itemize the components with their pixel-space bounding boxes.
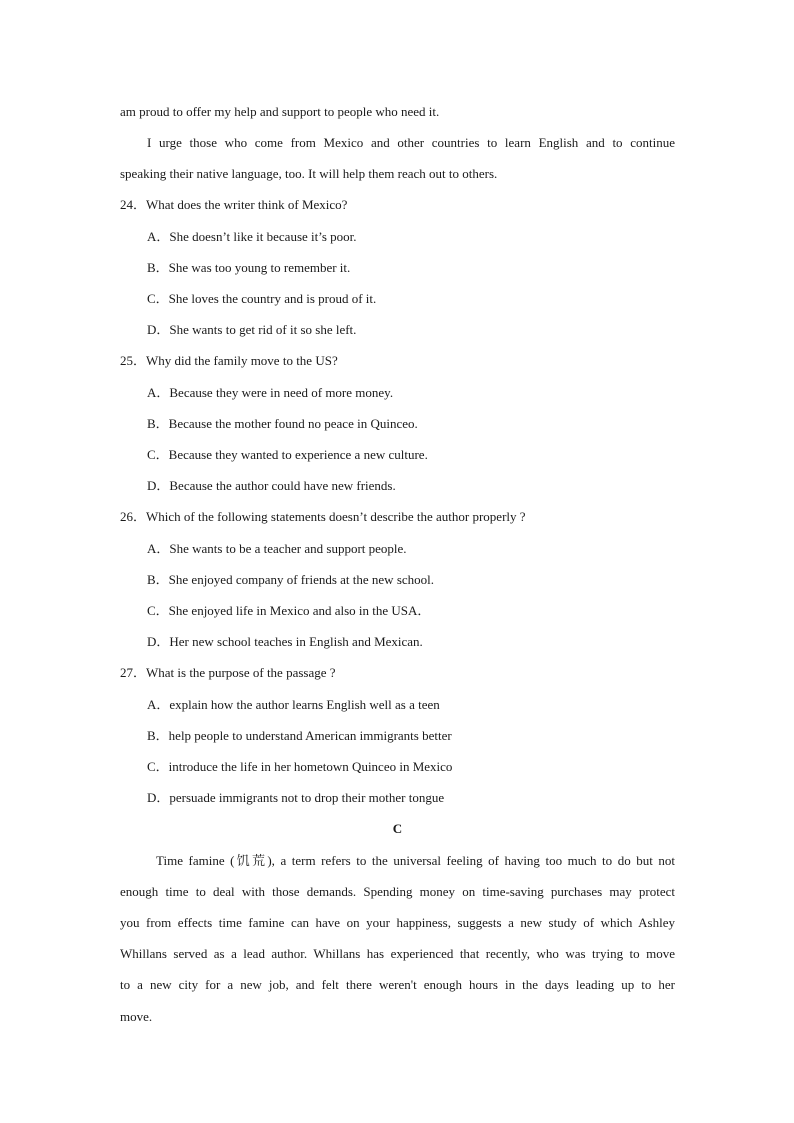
- question-25-option-c: C．Because they wanted to experience a new culture.: [147, 447, 428, 462]
- question-26-option-d: D．Her new school teaches in English and Mexican.: [147, 634, 423, 649]
- passage-b-paragraph-line: speaking their native language, too. It will help them reach out to others.: [120, 166, 498, 181]
- question-27-option-d: D．persuade immigrants not to drop their mother tongue: [147, 790, 445, 805]
- section-c-paragraph-line: to a new city for a new job, and felt there weren't enough hours in the days leading up to her: [120, 977, 675, 992]
- question-24-option-b: B．She was too young to remember it.: [147, 260, 351, 275]
- section-c-paragraph-line: move.: [120, 1009, 153, 1024]
- section-c-paragraph-line: Time famine (饥荒), a term refers to the universal feeling of having too much to do but not: [156, 853, 675, 868]
- question-26-option-b: B．She enjoyed company of friends at the new school.: [147, 572, 435, 587]
- question-24-option-a: A．She doesn’t like it because it’s poor.: [147, 229, 357, 244]
- question-26-option-a: A．She wants to be a teacher and support people.: [147, 541, 407, 556]
- section-c-paragraph-line: Whillans served as a lead author. Whillans has experienced that recently, who was trying to move: [120, 946, 675, 961]
- question-24-stem: 24．What does the writer think of Mexico?: [120, 197, 348, 212]
- passage-b-paragraph-line: I urge those who come from Mexico and other countries to learn English and to continue: [147, 135, 675, 150]
- question-25-option-a: A．Because they were in need of more money.: [147, 385, 394, 400]
- question-27-stem: 27．What is the purpose of the passage ?: [120, 665, 336, 680]
- question-26-option-c: C．She enjoyed life in Mexico and also in the USA．: [147, 603, 431, 618]
- section-c-heading: C: [392, 821, 403, 836]
- question-24-option-d: D．She wants to get rid of it so she left.: [147, 322, 357, 337]
- question-27-option-a: A．explain how the author learns English well as a teen: [147, 697, 440, 712]
- question-27-option-b: B．help people to understand American immigrants better: [147, 728, 452, 743]
- question-27-option-c: C．introduce the life in her hometown Quinceo in Mexico: [147, 759, 453, 774]
- question-25-option-b: B．Because the mother found no peace in Quinceo.: [147, 416, 418, 431]
- section-c-paragraph-line: enough time to deal with those demands. Spending money on time-saving purchases may protect: [120, 884, 675, 899]
- question-26-stem: 26．Which of the following statements doesn’t describe the author properly ?: [120, 509, 526, 524]
- question-25-option-d: D．Because the author could have new friends.: [147, 478, 396, 493]
- question-25-stem: 25．Why did the family move to the US?: [120, 353, 338, 368]
- section-c-paragraph-line: you from effects time famine can have on your happiness, suggests a new study of which Ashley: [120, 915, 675, 930]
- passage-b-paragraph-tail: am proud to offer my help and support to people who need it.: [120, 104, 440, 119]
- question-24-option-c: C．She loves the country and is proud of it.: [147, 291, 377, 306]
